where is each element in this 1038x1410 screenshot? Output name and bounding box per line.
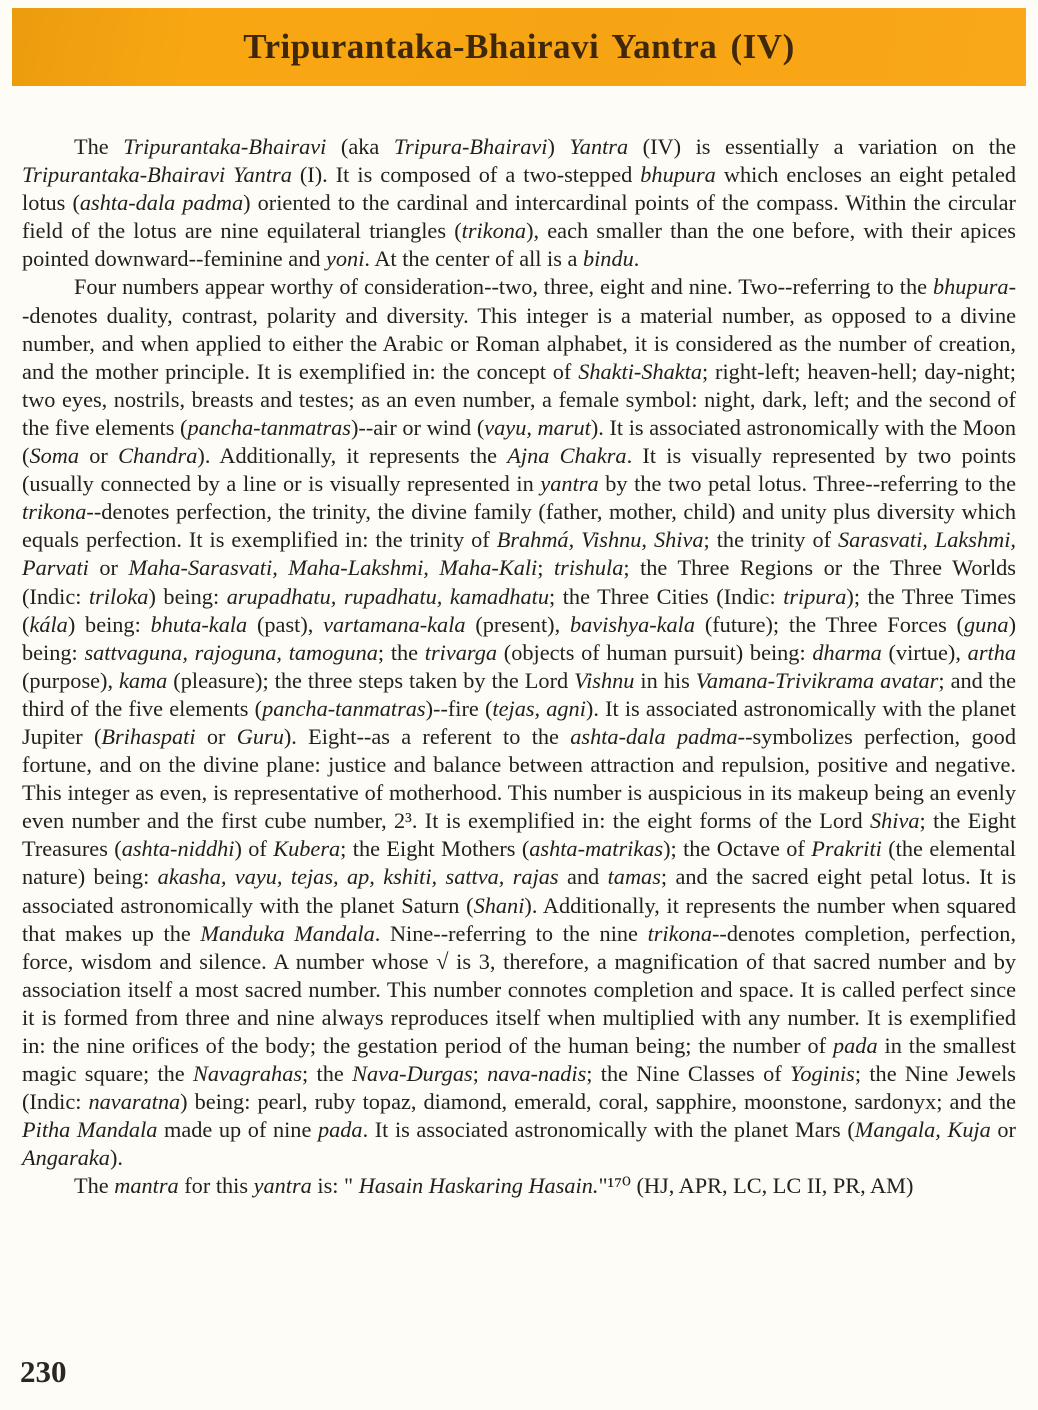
page-title-banner	[12, 8, 1026, 86]
page-number: 230	[20, 1354, 67, 1389]
paragraph: Four numbers appear worthy of consideration--two, three, eight and nine. Two--referring to the bhupura--denotes duality, contrast, polarity and diversity. This integer is a material number, as opposed to a divine number, and when applied to either the Arabic or Roman alphabet, it is considered as the number of creation, and the mother principle. It is exemplified in: the concept of Shakti-Shakta; right-left; heaven-hell; day-night; two eyes, nostrils, breasts and testes; as an even number, a female symbol: night, dark, left; and the second of the five elements (pancha-tanmatras)--air or wind (vayu, marut). It is associated astronomically with the Moon (Soma or Chandra). Additionally, it represents the Ajna Chakra. It is visually represented by two points (usually connected by a line or is visually represented in yantra by the two petal lotus. Three--referring to the trikona--denotes perfection, the trinity, the divine family (father, mother, child) and unity plus diversity which equals perfection. It is exemplified in: the trinity of Brahmá, Vishnu, Shiva; the trinity of Sarasvati, Lakshmi, Parvati or Maha-Sarasvati, Maha-Lakshmi, Maha-Kali; trishula; the Three Regions or the Three Worlds (Indic: triloka) being: arupadhatu, rupadhatu, kamadhatu; the Three Cities (Indic: tripura); the Three Times (kála) being: bhuta-kala (past), vartamana-kala (present), bavishya-kala (future); the Three Forces (guna) being: sattvaguna, rajoguna, tamoguna; the trivarga (objects of human pursuit) being: dharma (virtue), artha (purpose), kama (pleasure); the three steps taken by the Lord Vishnu in his Vamana-Trivikrama avatar; and the third of the five elements (pancha-tanmatras)--fire (tejas, agni). It is associated astronomically with the planet Jupiter (Brihaspati or Guru). Eight--as a referent to the ashta-dala padma--symbolizes perfection, good fortune, and on the divine plane: justice and balance between attraction and repulsion, positive and negative. This integer as even, is representative of motherhood. This number is auspicious in its makeup being an evenly even number and the first cube number, 2³. It is exemplified in: the eight forms of the Lord Shiva; the Eight Treasures (ashta-niddhi) of Kubera; the Eight Mothers (ashta-matrikas); the Octave of Prakriti (the elemental nature) being: akasha, vayu, tejas, ap, kshiti, sattva, rajas and tamas; and the sacred eight petal lotus. It is associated astronomically with the planet Saturn (Shani). Additionally, it represents the number when squared that makes up the Manduka Mandala. Nine--referring to the nine trikona--denotes completion, perfection, force, wisdom and silence. A number whose √ is 3, therefore, a magnification of that sacred number and by association itself a most sacred number. This number connotes completion and space. It is called perfect since it is formed from three and nine always reproduces itself when multiplied with any number. It is exemplified in: the nine orifices of the body; the gestation period of the human being; the number of pada in the smallest magic square; the Navagrahas; the Nava-Durgas; nava-nadis; the Nine Classes of Yoginis; the Nine Jewels (Indic: navaratna) being: pearl, ruby topaz, diamond, emerald, coral, sapphire, moonstone, sardonyx; and the Pitha Mandala made up of nine pada. It is associated astronomically with the planet Mars (Mangala, Kuja or Angaraka).	[22, 274, 1017, 1171]
paragraph: The Tripurantaka-Bhairavi (aka Tripura-Bhairavi) Yantra (IV) is essentially a variation on the Tripurantaka-Bhairavi Yantra (I). It is composed of a two-stepped bhupura which encloses an eight petaled lotus (ashta-dala padma) oriented to the cardinal and intercardinal points of the compass. Within the circular field of the lotus are nine equilateral triangles (trikona), each smaller than the one before, with their apices pointed downward--feminine and yoni. At the center of all is a bindu.	[22, 134, 1017, 272]
page-title: Tripurantaka-Bhairavi Yantra (IV)	[243, 27, 795, 66]
body-text	[22, 133, 1016, 1201]
paragraph: The mantra for this yantra is: " Hasain Haskaring Hasain."¹⁷⁰ (HJ, APR, LC, LC II, PR, AM)	[74, 1173, 914, 1199]
